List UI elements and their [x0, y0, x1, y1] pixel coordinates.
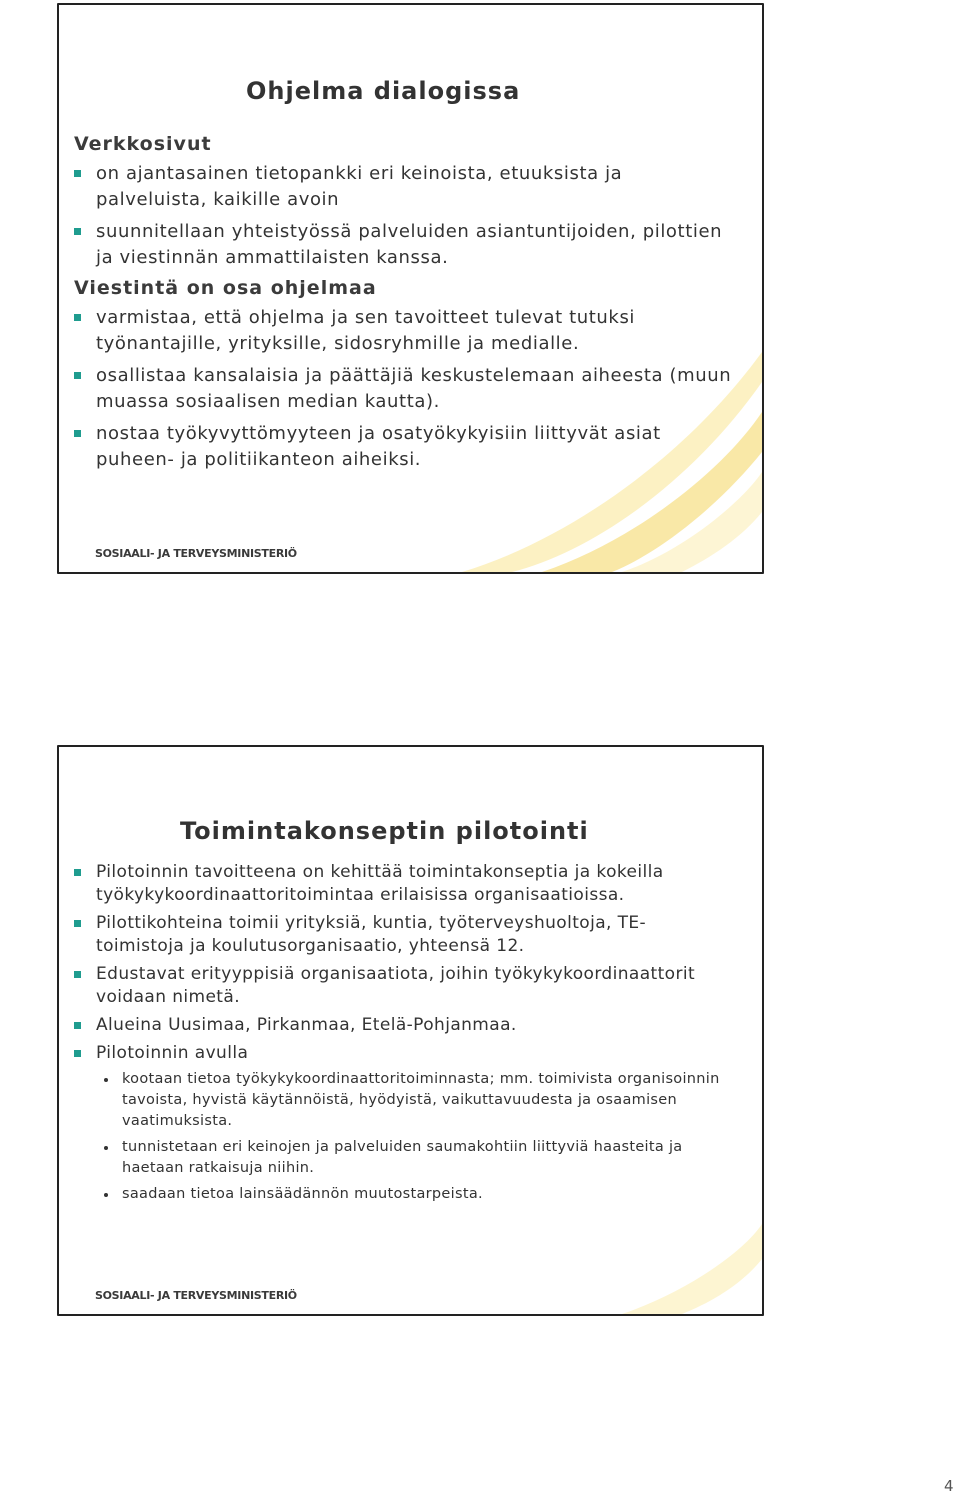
slide-title: Toimintakonseptin pilotointi	[180, 817, 589, 845]
bullet-item: Alueina Uusimaa, Pirkanmaa, Etelä-Pohjanmaa.	[74, 1014, 732, 1037]
slide-ohjelma-dialogissa	[57, 3, 764, 574]
bullet-item: Edustavat erityyppisiä organisaatiota, joihin työkykykoordinaattorit voidaan nimetä.	[74, 963, 732, 1009]
slide-title: Ohjelma dialogissa	[246, 77, 521, 105]
sub-bullet-item: tunnistetaan eri keinojen ja palveluiden saumakohtiin liittyviä haasteita ja haetaan ratkaisuja niihin.	[100, 1137, 732, 1179]
bullet-item: Pilotoinnin tavoitteena on kehittää toimintakonseptia ja kokeilla työkykykoordinaattoritoimintaa erilaisissa organisaatioissa.	[74, 861, 732, 907]
bullet-list	[74, 305, 732, 473]
page-number: 4	[944, 1477, 954, 1495]
sub-bullet-list	[100, 1069, 732, 1205]
section-heading-verkkosivut: Verkkosivut	[74, 133, 212, 155]
slide-content	[74, 133, 732, 479]
bullet-item	[74, 1042, 732, 1205]
section-heading-viestinta: Viestintä on osa ohjelmaa	[74, 277, 377, 299]
bullet-item: osallistaa kansalaisia ja päättäjiä keskustelemaan aiheesta (muun muassa sosiaalisen median kautta).	[74, 363, 732, 415]
bullet-list	[74, 161, 732, 271]
bullet-item: Pilottikohteina toimii yrityksiä, kuntia, työterveyshuoltoja, TE-toimistoja ja koulutusorganisaatio, yhteensä 12.	[74, 912, 732, 958]
bullet-item: on ajantasainen tietopankki eri keinoista, etuuksista ja palveluista, kaikille avoin	[74, 161, 732, 213]
bullet-list	[74, 861, 732, 1205]
bullet-item: suunnitellaan yhteistyössä palveluiden asiantuntijoiden, pilottien ja viestinnän ammattilaisten kanssa.	[74, 219, 732, 271]
ministry-logo: SOSIAALI- JA TERVEYSMINISTERIÖ	[95, 547, 297, 560]
slide-toimintakonseptin-pilotointi	[57, 745, 764, 1316]
sub-bullet-item: kootaan tietoa työkykykoordinaattoritoiminnasta; mm. toimivista organisoinnin tavoista, hyvistä käytännöistä, hyödyistä, vaikuttavuudesta ja osaamisen vaatimuksista.	[100, 1069, 732, 1132]
bullet-item: varmistaa, että ohjelma ja sen tavoitteet tulevat tutuksi työnantajille, yrityksille, sidosryhmille ja medialle.	[74, 305, 732, 357]
slide-content	[74, 861, 732, 1210]
sub-bullet-item: saadaan tietoa lainsäädännön muutostarpeista.	[100, 1184, 732, 1205]
ministry-logo: SOSIAALI- JA TERVEYSMINISTERIÖ	[95, 1289, 297, 1302]
bullet-text: Pilotoinnin avulla	[96, 1043, 249, 1063]
bullet-item: nostaa työkyvyttömyyteen ja osatyökykyisiin liittyvät asiat puheen- ja politiikanteon aiheiksi.	[74, 421, 732, 473]
